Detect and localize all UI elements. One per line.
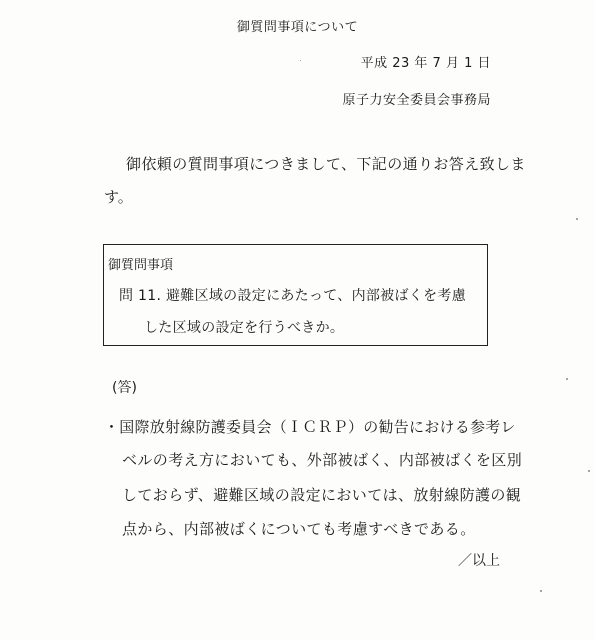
scan-speck <box>576 218 578 220</box>
document-date: 平成 23 年 7 月 1 日 <box>360 56 491 71</box>
intro-text-line-2: す。 <box>104 188 133 206</box>
intro-text-line-1: 御依頼の質問事項につきまして、下記の通りお答え致しま <box>126 155 526 173</box>
issuing-organization: 原子力安全委員会事務局 <box>342 93 491 108</box>
scan-speck <box>540 590 542 592</box>
answer-line-1: ・国際放射線防護委員会（ＩＣＲＰ）の勧告における参考レ <box>104 418 516 436</box>
scan-speck <box>566 378 568 380</box>
answer-line-2: ベルの考え方においても、外部被ばく、内部被ばくを区別 <box>122 451 523 469</box>
question-line-2: した区域の設定を行うべきか。 <box>144 320 345 336</box>
closing-mark: ／以上 <box>458 553 500 569</box>
document-title: 御質問事項について <box>236 20 359 35</box>
question-line-1: 問 11. 避難区域の設定にあたって、内部被ばくを考慮 <box>119 288 466 304</box>
answer-line-4: 点から、内部被ばくについても考慮すべきである。 <box>122 520 476 538</box>
scan-speck <box>588 470 590 472</box>
question-box <box>103 244 488 346</box>
answer-label: (答) <box>112 380 137 396</box>
question-heading: 御質問事項 <box>108 258 174 273</box>
answer-line-3: しておらず、避難区域の設定においては、放射線防護の観 <box>122 486 522 504</box>
scan-speck <box>300 60 301 61</box>
